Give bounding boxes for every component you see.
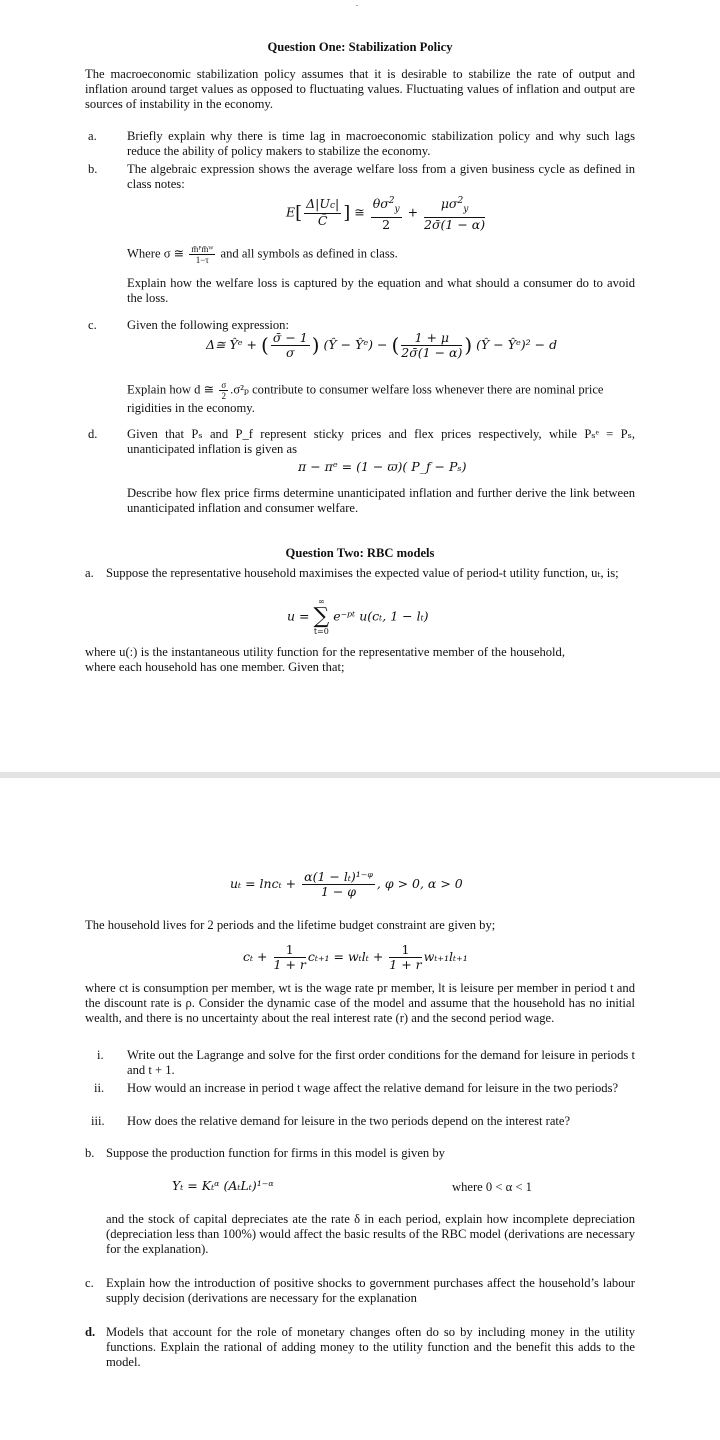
q2-c-label: c. — [85, 1276, 94, 1290]
q1-d-equation: π − πᵉ = (1 − ϖ)( P_f − Pₛ) — [298, 459, 467, 474]
q1-d-text: Given that Pₛ and P_f represent sticky prices and flex prices respectively, while Pₛᵉ = Pₛ, unanticipated inflation is given as — [127, 427, 635, 456]
q1-d-label: d. — [88, 427, 98, 441]
q1-c-explain: Explain how d ≅ $\frac{\sigma}{2}$ .σ²ₚ contribute to consumer welfare loss whenever there are nominal price rigidities in the economy. — [127, 380, 604, 415]
q2-period-utility-equation: uₜ = lncₜ + $\frac{\text{α(1 − lₜ)¹⁻ᵠ}}{1 - \varphi}$ , φ > 0, α > 0 — [230, 869, 463, 899]
q2-b-condition: where 0 < α < 1 — [452, 1180, 532, 1194]
q1-b-explain: Explain how the welfare loss is captured by the equation and what should a consumer do to avoid the loss. — [127, 276, 635, 305]
q2-a-label: a. — [85, 566, 94, 580]
q1-c-text: Given the following expression: — [127, 318, 289, 332]
q2-i-text: Write out the Lagrange and solve for the first order conditions for the demand for leisure in periods t and t + 1. — [127, 1048, 635, 1077]
q2-iii-label: iii. — [91, 1114, 105, 1128]
q2-b-explain: and the stock of capital depreciates ate the rate δ in each period, explain how incomplete depreciation (depreciation less than 100%) would affect the basic results of the RBC model (derivations are necessary for the explanation). — [106, 1212, 635, 1256]
q1-c-label: c. — [88, 318, 97, 332]
q1-a-text: Briefly explain why there is time lag in macroeconomic stabilization policy and why such lags reduce the ability of policy makers to stabilize the economy. — [127, 129, 635, 158]
q1-intro: The macroeconomic stabilization policy assumes that it is desirable to stabilize the rate of output and inflation around target values as opposed to fluctuating values. Fluctuating values of inflation and output are sources of instability in the economy. — [85, 67, 635, 111]
q2-iii-text: How does the relative demand for leisure in the two periods depend on the interest rate? — [127, 1114, 571, 1128]
q2-i-label: i. — [97, 1048, 104, 1062]
q1-c-equation: Δ≅ Ŷᵉ + ( $\frac{\sigmā - 1}{\sigma}$ ) (Ŷ − Ŷᵉ) − ( $\frac{1 + \mu}{2\sigmā(1 - \alpha)}$ ) (Ŷ − Ŷᵉ)² − d — [206, 330, 558, 360]
q1-b-text: The algebraic expression shows the average welfare loss from a given business cycle as defined in class notes: — [127, 162, 635, 191]
q2-d-text: Models that account for the role of monetary changes often do so by including money in the utility functions. Explain the rational of adding money to the utility function and the benefit this adds to the model. — [106, 1325, 635, 1369]
q1-b-where: Where σ ≅ $\frac{\text{m̄ᴾm̄ᵂ}}{1-\tau}$ and all symbols as defined in class. — [127, 244, 398, 265]
q2-ii-label: ii. — [94, 1081, 105, 1095]
page-top-mark: . — [356, 0, 358, 8]
q2-ii-text: How would an increase in period t wage affect the relative demand for leisure in the two periods? — [127, 1081, 619, 1095]
q2-title: Question Two: RBC models — [285, 546, 435, 560]
q2-production-function: Yₜ = Kₜᵅ (AₜLₜ)¹⁻ᵅ — [172, 1178, 274, 1193]
q2-lifetime-text: The household lives for 2 periods and the lifetime budget constraint are given by; — [85, 918, 496, 932]
q1-b-label: b. — [88, 162, 98, 176]
q2-a-text: Suppose the representative household maximises the expected value of period-t utility function, uₜ, is; — [106, 566, 619, 580]
q1-d-explain: Describe how flex price firms determine unanticipated inflation and further derive the link between unanticipated inflation and consumer welfare. — [127, 486, 635, 515]
q2-a-where: where u(:) is the instantaneous utility function for the representative member of the household, where each household has one member. Given that; — [85, 645, 565, 674]
q2-where-ct: where ct is consumption per member, wt is the wage rate pr member, lt is leisure per member in period t and the discount rate is ρ. Consider the dynamic case of the model and assume that the household has no initial wealth, and there is no uncertainty about the real interest rate (r) and the second period wage. — [85, 981, 635, 1025]
q2-budget-constraint-equation: cₜ + $\frac{1}{1 + r}$ cₜ₊₁ = wₜlₜ + $\frac{1}{1 + r}$ wₜ₊₁lₜ₊₁ — [243, 942, 468, 972]
q2-d-label: d. — [85, 1325, 96, 1339]
page-two — [0, 778, 720, 1440]
q2-c-text: Explain how the introduction of positive shocks to government purchases affect the household’s labour supply decision (derivations are necessary for the explanation — [106, 1276, 635, 1305]
q1-title: Question One: Stabilization Policy — [267, 40, 453, 54]
q2-a-utility-sum-equation: u = ∞ ∑ t=0 e⁻ᵖᵗ u(cₜ, 1 − lₜ) — [287, 597, 429, 636]
q2-b-text: Suppose the production function for firms in this model is given by — [106, 1146, 445, 1160]
q1-a-label: a. — [88, 129, 97, 143]
q1-welfare-loss-equation: E[ $\frac{\Delta|Uc|}{C̄}$ ] ≅ $\frac{\theta\sigma^2_y}{2}$ + $\frac{\mu\sigma^2_y}{2\sigmā(1 - \alpha)}$ — [286, 196, 486, 232]
q2-b-label: b. — [85, 1146, 95, 1160]
summation-sign: ∞ ∑ t=0 — [313, 597, 330, 636]
